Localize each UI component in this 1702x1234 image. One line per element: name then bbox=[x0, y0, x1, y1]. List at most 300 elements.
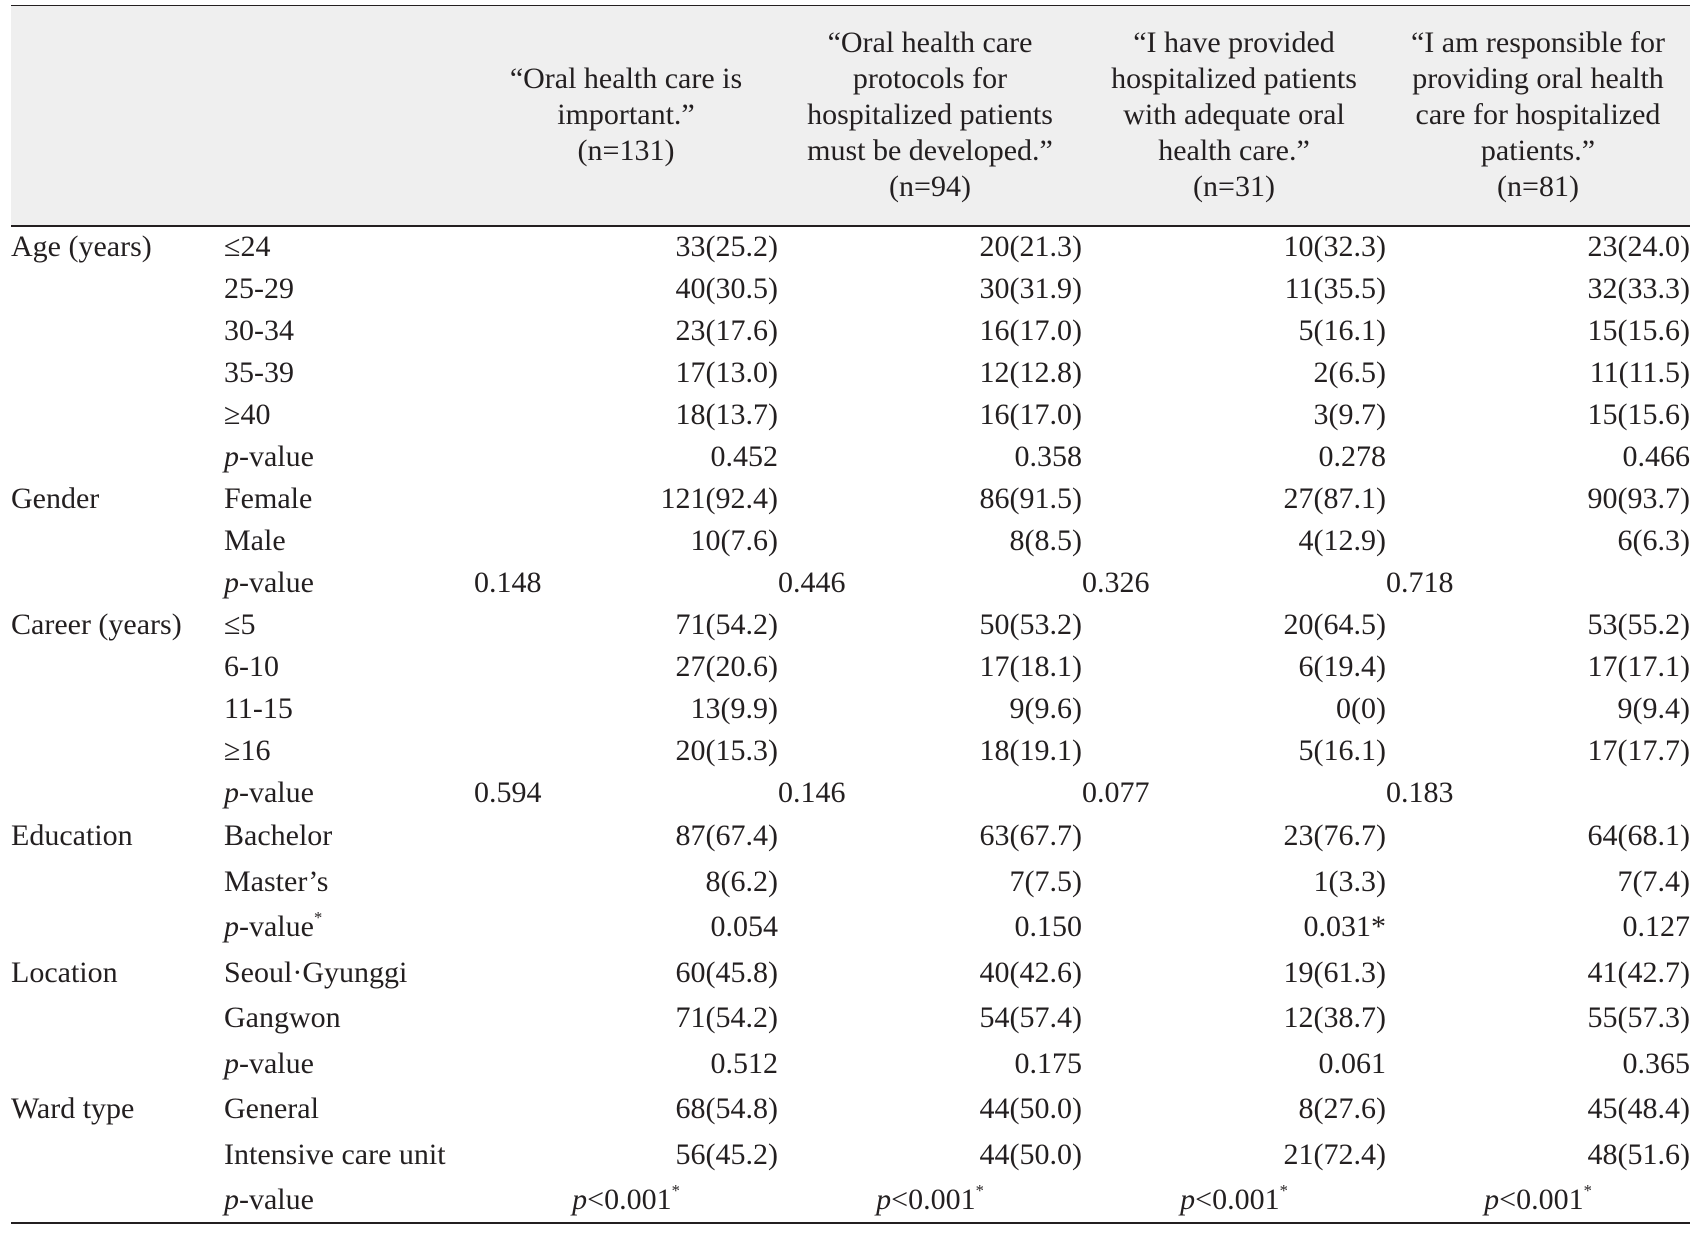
value-text: 0.061 bbox=[1318, 1046, 1386, 1080]
value-text: 20(15.3) bbox=[675, 733, 778, 767]
value-cell-col4 bbox=[1386, 352, 1690, 394]
value-cell-col4 bbox=[1386, 730, 1690, 772]
subgroup-label: ≤5 bbox=[224, 607, 256, 641]
value-text: 7(7.5) bbox=[1009, 864, 1082, 898]
value-text: 19(61.3) bbox=[1283, 955, 1386, 989]
subgroup-label: Master’s bbox=[224, 864, 329, 898]
header-row bbox=[11, 6, 1690, 226]
value-text: 9(9.4) bbox=[1617, 691, 1690, 725]
table-row bbox=[11, 859, 1690, 905]
value-cell-col4 bbox=[1386, 646, 1690, 688]
value-text: 90(93.7) bbox=[1587, 481, 1690, 515]
value-cell-col4 bbox=[1386, 814, 1690, 860]
subgroup-label: Male bbox=[224, 523, 286, 557]
value-cell-col4 bbox=[1386, 520, 1690, 562]
value-text: 8(27.6) bbox=[1298, 1092, 1386, 1126]
subgroup-label: Gangwon bbox=[224, 1001, 341, 1035]
header-sample-size: (n=31) bbox=[1193, 170, 1275, 204]
value-cell-col2 bbox=[778, 646, 1082, 688]
value-cell-col1 bbox=[474, 1132, 778, 1178]
value-cell-col4 bbox=[1386, 950, 1690, 996]
value-text: 18(19.1) bbox=[979, 733, 1082, 767]
value-cell-col2 bbox=[778, 905, 1082, 951]
value-cell-col1 bbox=[474, 436, 778, 478]
value-text: 44(50.0) bbox=[979, 1137, 1082, 1171]
value-cell-col2 bbox=[778, 859, 1082, 905]
subgroup-cell bbox=[224, 688, 474, 730]
value-cell-col3 bbox=[1082, 646, 1386, 688]
value-text: 4(12.9) bbox=[1298, 523, 1386, 557]
value-text: 0.127 bbox=[1622, 910, 1690, 944]
value-cell-col1 bbox=[474, 1087, 778, 1133]
value-text: 0.148 bbox=[474, 565, 542, 599]
subgroup-label: Female bbox=[224, 481, 313, 515]
subgroup-cell bbox=[224, 604, 474, 646]
value-cell-col4 bbox=[1386, 905, 1690, 951]
table-row bbox=[11, 688, 1690, 730]
value-text: 20(64.5) bbox=[1283, 607, 1386, 641]
value-text: 13(9.9) bbox=[690, 691, 778, 725]
value-text: 0.358 bbox=[1014, 439, 1082, 473]
value-text: 56(45.2) bbox=[675, 1137, 778, 1171]
value-cell-col1 bbox=[474, 646, 778, 688]
header-question: “Oral health care is important.” bbox=[509, 62, 743, 132]
value-text: 0.175 bbox=[1014, 1046, 1082, 1080]
p-value-row bbox=[11, 1041, 1690, 1087]
value-cell-col3 bbox=[1082, 436, 1386, 478]
header-cell-adequate-care bbox=[1082, 6, 1386, 226]
table-row bbox=[11, 352, 1690, 394]
italic-p: p bbox=[224, 910, 239, 944]
category-cell bbox=[11, 268, 224, 310]
value-cell-col3 bbox=[1082, 730, 1386, 772]
value-text: <0.001 bbox=[587, 1182, 672, 1216]
category-cell bbox=[11, 950, 224, 996]
subgroup-cell bbox=[224, 268, 474, 310]
value-cell-col2 bbox=[778, 814, 1082, 860]
p-value-label: -value bbox=[239, 1182, 314, 1216]
value-cell-col1 bbox=[474, 478, 778, 520]
header-sample-size: (n=94) bbox=[889, 170, 971, 204]
p-value-label: -value bbox=[239, 565, 314, 599]
italic-p: p bbox=[224, 775, 239, 809]
value-cell-col1 bbox=[474, 950, 778, 996]
value-cell-col2 bbox=[778, 1087, 1082, 1133]
header-sample-size: (n=81) bbox=[1497, 170, 1579, 204]
category-label: Location bbox=[11, 955, 118, 989]
value-cell-col3 bbox=[1082, 859, 1386, 905]
subgroup-cell bbox=[224, 950, 474, 996]
value-text: 0.365 bbox=[1622, 1046, 1690, 1080]
category-cell bbox=[11, 814, 224, 860]
value-cell-col3 bbox=[1082, 604, 1386, 646]
value-text: 44(50.0) bbox=[979, 1092, 1082, 1126]
value-cell-col1 bbox=[474, 604, 778, 646]
subgroup-cell bbox=[224, 1132, 474, 1178]
value-cell-col3 bbox=[1082, 478, 1386, 520]
value-text: 8(6.2) bbox=[705, 864, 778, 898]
table-row bbox=[11, 394, 1690, 436]
value-cell-col4 bbox=[1386, 772, 1690, 814]
value-cell-col4 bbox=[1386, 1132, 1690, 1178]
subgroup-cell bbox=[224, 226, 474, 268]
value-cell-col2 bbox=[778, 604, 1082, 646]
value-text: 15(15.6) bbox=[1587, 313, 1690, 347]
value-text: 0.077 bbox=[1082, 775, 1150, 809]
value-text: 32(33.3) bbox=[1587, 271, 1690, 305]
value-text: 86(91.5) bbox=[979, 481, 1082, 515]
value-text: 71(54.2) bbox=[675, 1001, 778, 1035]
value-cell-col1 bbox=[474, 226, 778, 268]
value-text: <0.001 bbox=[1195, 1182, 1280, 1216]
value-text: 8(8.5) bbox=[1009, 523, 1082, 557]
value-cell-col4 bbox=[1386, 394, 1690, 436]
subgroup-cell bbox=[224, 436, 474, 478]
value-text: 54(57.4) bbox=[979, 1001, 1082, 1035]
category-label: Age (years) bbox=[11, 230, 152, 263]
value-cell-col2 bbox=[778, 394, 1082, 436]
italic-p: p bbox=[1180, 1182, 1196, 1216]
value-cell-col1 bbox=[474, 996, 778, 1042]
value-text: 41(42.7) bbox=[1587, 955, 1690, 989]
italic-p: p bbox=[224, 1182, 239, 1216]
value-text: 10(32.3) bbox=[1283, 230, 1386, 263]
subgroup-cell bbox=[224, 562, 474, 604]
p-value-label: -value bbox=[239, 439, 314, 473]
value-text: 23(24.0) bbox=[1587, 230, 1690, 263]
superscript-asterisk: * bbox=[671, 1180, 680, 1200]
value-cell-col4 bbox=[1386, 562, 1690, 604]
value-cell-col3 bbox=[1082, 1132, 1386, 1178]
value-cell-col3 bbox=[1082, 268, 1386, 310]
value-cell-col1 bbox=[474, 352, 778, 394]
value-cell-col4 bbox=[1386, 604, 1690, 646]
italic-p: p bbox=[876, 1182, 892, 1216]
header-question: “I am responsible for providing oral health care for hospitalized patients.” bbox=[1410, 26, 1666, 168]
value-text: 48(51.6) bbox=[1587, 1137, 1690, 1171]
value-cell-col3 bbox=[1082, 226, 1386, 268]
p-value-row bbox=[11, 562, 1690, 604]
category-cell bbox=[11, 604, 224, 646]
table-row bbox=[11, 604, 1690, 646]
value-text: 40(30.5) bbox=[675, 271, 778, 305]
value-text: 17(17.1) bbox=[1587, 649, 1690, 683]
value-cell-col2 bbox=[778, 996, 1082, 1042]
p-value-label: -value bbox=[239, 1046, 314, 1080]
value-text: 0.446 bbox=[778, 565, 846, 599]
p-value-row bbox=[11, 905, 1690, 951]
category-cell bbox=[11, 1132, 224, 1178]
subgroup-cell bbox=[224, 772, 474, 814]
value-cell-col2 bbox=[778, 688, 1082, 730]
value-cell-col3 bbox=[1082, 905, 1386, 951]
superscript-asterisk: * bbox=[1583, 1180, 1592, 1200]
value-cell-col4 bbox=[1386, 226, 1690, 268]
value-cell-col1 bbox=[474, 310, 778, 352]
subgroup-label: 30-34 bbox=[224, 313, 294, 347]
value-cell-col4 bbox=[1386, 688, 1690, 730]
category-cell bbox=[11, 226, 224, 268]
header-cell-protocols bbox=[778, 6, 1082, 226]
category-cell bbox=[11, 772, 224, 814]
subgroup-cell bbox=[224, 730, 474, 772]
value-text: 15(15.6) bbox=[1587, 397, 1690, 431]
value-text: 0.594 bbox=[474, 775, 542, 809]
category-cell bbox=[11, 646, 224, 688]
value-text: 17(18.1) bbox=[979, 649, 1082, 683]
category-label: Gender bbox=[11, 481, 100, 515]
subgroup-cell bbox=[224, 310, 474, 352]
value-cell-col1 bbox=[474, 520, 778, 562]
subgroup-cell bbox=[224, 394, 474, 436]
value-text: 0(0) bbox=[1336, 691, 1386, 725]
value-text: 121(92.4) bbox=[660, 481, 778, 515]
value-text: 0.452 bbox=[710, 439, 778, 473]
header-empty-cell bbox=[224, 6, 474, 226]
value-text: 53(55.2) bbox=[1587, 607, 1690, 641]
value-cell-col3 bbox=[1082, 1041, 1386, 1087]
value-text: 7(7.4) bbox=[1617, 864, 1690, 898]
table-row bbox=[11, 310, 1690, 352]
value-text: 11(11.5) bbox=[1589, 355, 1690, 389]
value-cell-col3 bbox=[1082, 1178, 1386, 1224]
value-text: 0.326 bbox=[1082, 565, 1150, 599]
value-cell-col2 bbox=[778, 562, 1082, 604]
value-cell-col2 bbox=[778, 352, 1082, 394]
value-text: 64(68.1) bbox=[1587, 819, 1690, 853]
value-text: 0.512 bbox=[710, 1046, 778, 1080]
value-cell-col2 bbox=[778, 1041, 1082, 1087]
value-text: 40(42.6) bbox=[979, 955, 1082, 989]
value-cell-col3 bbox=[1082, 1087, 1386, 1133]
table-row bbox=[11, 1132, 1690, 1178]
subgroup-cell bbox=[224, 1087, 474, 1133]
table-row bbox=[11, 226, 1690, 268]
value-text: 16(17.0) bbox=[979, 313, 1082, 347]
subgroup-cell bbox=[224, 646, 474, 688]
subgroup-cell bbox=[224, 859, 474, 905]
value-cell-col1 bbox=[474, 1041, 778, 1087]
value-cell-col4 bbox=[1386, 1041, 1690, 1087]
value-cell-col3 bbox=[1082, 950, 1386, 996]
value-text: 21(72.4) bbox=[1283, 1137, 1386, 1171]
value-cell-col3 bbox=[1082, 394, 1386, 436]
value-text: 0.150 bbox=[1014, 910, 1082, 944]
italic-p: p bbox=[572, 1182, 588, 1216]
value-text: 5(16.1) bbox=[1298, 313, 1386, 347]
value-cell-col1 bbox=[474, 772, 778, 814]
italic-p: p bbox=[224, 1046, 239, 1080]
value-cell-col3 bbox=[1082, 996, 1386, 1042]
header-question: “Oral health care protocols for hospitalized patients must be developed.” bbox=[807, 26, 1053, 168]
subgroup-label: General bbox=[224, 1092, 319, 1126]
p-value-label: -value bbox=[239, 910, 314, 944]
category-cell bbox=[11, 394, 224, 436]
value-text: 0.466 bbox=[1622, 439, 1690, 473]
category-label: Education bbox=[11, 819, 133, 853]
value-cell-col1 bbox=[474, 730, 778, 772]
value-cell-col2 bbox=[778, 520, 1082, 562]
value-text: 71(54.2) bbox=[675, 607, 778, 641]
data-table bbox=[11, 5, 1690, 1224]
value-text: 68(54.8) bbox=[675, 1092, 778, 1126]
value-text: 60(45.8) bbox=[675, 955, 778, 989]
value-text: 16(17.0) bbox=[979, 397, 1082, 431]
value-text: 12(12.8) bbox=[979, 355, 1082, 389]
value-cell-col3 bbox=[1082, 310, 1386, 352]
header-cell-responsibility bbox=[1386, 6, 1690, 226]
value-text: 3(9.7) bbox=[1313, 397, 1386, 431]
p-value-label: -value bbox=[239, 775, 314, 809]
superscript-asterisk: * bbox=[975, 1180, 984, 1200]
category-cell bbox=[11, 730, 224, 772]
italic-p: p bbox=[1484, 1182, 1500, 1216]
category-cell bbox=[11, 352, 224, 394]
table-row bbox=[11, 646, 1690, 688]
header-question: “I have provided hospitalized patients with adequate oral health care.” bbox=[1111, 26, 1357, 168]
value-text: 17(13.0) bbox=[675, 355, 778, 389]
value-text: 5(16.1) bbox=[1298, 733, 1386, 767]
table-row bbox=[11, 996, 1690, 1042]
value-text: 23(76.7) bbox=[1283, 819, 1386, 853]
value-cell-col4 bbox=[1386, 996, 1690, 1042]
value-cell-col3 bbox=[1082, 688, 1386, 730]
italic-p: p bbox=[224, 439, 239, 473]
header-cell-importance bbox=[474, 6, 778, 226]
subgroup-label: 11-15 bbox=[224, 691, 293, 725]
value-cell-col4 bbox=[1386, 859, 1690, 905]
value-cell-col3 bbox=[1082, 562, 1386, 604]
value-cell-col2 bbox=[778, 436, 1082, 478]
value-text: 2(6.5) bbox=[1313, 355, 1386, 389]
subgroup-label: 6-10 bbox=[224, 649, 279, 683]
category-label: Ward type bbox=[11, 1092, 135, 1126]
value-cell-col1 bbox=[474, 688, 778, 730]
value-cell-col1 bbox=[474, 905, 778, 951]
category-cell bbox=[11, 520, 224, 562]
value-cell-col2 bbox=[778, 772, 1082, 814]
value-text: 0.146 bbox=[778, 775, 846, 809]
header-sample-size: (n=131) bbox=[577, 134, 675, 168]
value-cell-col2 bbox=[778, 1132, 1082, 1178]
value-text: 0.183 bbox=[1386, 775, 1454, 809]
value-text: 0.054 bbox=[710, 910, 778, 944]
subgroup-cell bbox=[224, 996, 474, 1042]
subgroup-label: ≥40 bbox=[224, 397, 271, 431]
value-cell-col4 bbox=[1386, 310, 1690, 352]
subgroup-label: ≥16 bbox=[224, 733, 271, 767]
table-row bbox=[11, 1087, 1690, 1133]
value-cell-col4 bbox=[1386, 268, 1690, 310]
table-row bbox=[11, 268, 1690, 310]
value-text: 50(53.2) bbox=[979, 607, 1082, 641]
table-row bbox=[11, 730, 1690, 772]
p-value-row bbox=[11, 1178, 1690, 1224]
category-cell bbox=[11, 1178, 224, 1224]
value-text: <0.001 bbox=[1499, 1182, 1584, 1216]
value-text: 27(87.1) bbox=[1283, 481, 1386, 515]
value-text: 11(35.5) bbox=[1284, 271, 1386, 305]
value-text: 9(9.6) bbox=[1009, 691, 1082, 725]
category-cell bbox=[11, 310, 224, 352]
value-text: 0.031* bbox=[1303, 910, 1386, 944]
value-text: 20(21.3) bbox=[979, 230, 1082, 263]
category-cell bbox=[11, 688, 224, 730]
subgroup-label: Intensive care unit bbox=[224, 1137, 446, 1171]
value-cell-col2 bbox=[778, 226, 1082, 268]
value-cell-col1 bbox=[474, 814, 778, 860]
value-cell-col4 bbox=[1386, 1087, 1690, 1133]
p-value-row bbox=[11, 436, 1690, 478]
value-text: 55(57.3) bbox=[1587, 1001, 1690, 1035]
value-cell-col1 bbox=[474, 562, 778, 604]
table-row bbox=[11, 478, 1690, 520]
category-cell bbox=[11, 859, 224, 905]
italic-p: p bbox=[224, 565, 239, 599]
value-text: 6(19.4) bbox=[1298, 649, 1386, 683]
value-text: 1(3.3) bbox=[1313, 864, 1386, 898]
superscript-asterisk: * bbox=[1279, 1180, 1288, 1200]
value-text: 27(20.6) bbox=[675, 649, 778, 683]
value-cell-col4 bbox=[1386, 1178, 1690, 1224]
value-cell-col3 bbox=[1082, 520, 1386, 562]
value-cell-col1 bbox=[474, 394, 778, 436]
value-text: 63(67.7) bbox=[979, 819, 1082, 853]
table-row bbox=[11, 520, 1690, 562]
value-cell-col4 bbox=[1386, 436, 1690, 478]
table-body bbox=[11, 226, 1690, 1224]
value-text: 17(17.7) bbox=[1587, 733, 1690, 767]
value-cell-col3 bbox=[1082, 352, 1386, 394]
value-cell-col3 bbox=[1082, 772, 1386, 814]
value-cell-col2 bbox=[778, 730, 1082, 772]
value-cell-col3 bbox=[1082, 814, 1386, 860]
table-row bbox=[11, 950, 1690, 996]
category-cell bbox=[11, 562, 224, 604]
subgroup-cell bbox=[224, 814, 474, 860]
value-text: 12(38.7) bbox=[1283, 1001, 1386, 1035]
subgroup-label: Bachelor bbox=[224, 819, 333, 853]
superscript-asterisk: * bbox=[313, 908, 323, 928]
value-text: 30(31.9) bbox=[979, 271, 1082, 305]
subgroup-label: 35-39 bbox=[224, 355, 294, 389]
category-cell bbox=[11, 1087, 224, 1133]
category-cell bbox=[11, 1041, 224, 1087]
value-cell-col2 bbox=[778, 950, 1082, 996]
value-cell-col2 bbox=[778, 310, 1082, 352]
subgroup-cell bbox=[224, 1178, 474, 1224]
p-value-row bbox=[11, 772, 1690, 814]
value-text: 10(7.6) bbox=[690, 523, 778, 557]
value-text: <0.001 bbox=[891, 1182, 976, 1216]
category-cell bbox=[11, 996, 224, 1042]
subgroup-cell bbox=[224, 478, 474, 520]
value-cell-col1 bbox=[474, 1178, 778, 1224]
value-cell-col2 bbox=[778, 268, 1082, 310]
subgroup-label: 25-29 bbox=[224, 271, 294, 305]
value-cell-col1 bbox=[474, 268, 778, 310]
value-text: 87(67.4) bbox=[675, 819, 778, 853]
value-text: 6(6.3) bbox=[1617, 523, 1690, 557]
subgroup-label: Seoul·Gyunggi bbox=[224, 955, 408, 989]
value-cell-col2 bbox=[778, 1178, 1082, 1224]
category-label: Career (years) bbox=[11, 607, 182, 641]
header-empty-cell bbox=[11, 6, 224, 226]
subgroup-cell bbox=[224, 352, 474, 394]
category-cell bbox=[11, 436, 224, 478]
subgroup-cell bbox=[224, 520, 474, 562]
value-text: 23(17.6) bbox=[675, 313, 778, 347]
